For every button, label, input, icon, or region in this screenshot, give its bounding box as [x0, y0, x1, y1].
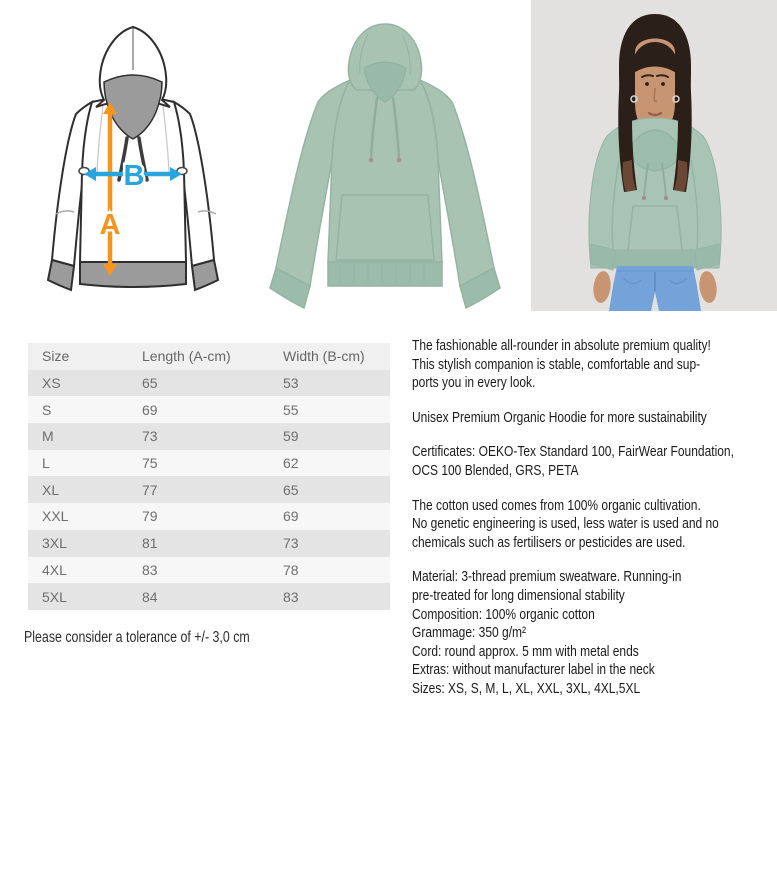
table-row	[28, 476, 390, 503]
cell-width: 59	[283, 428, 299, 445]
table-row	[28, 396, 390, 423]
description-line: Material: 3-thread premium sweatware. Running-in	[412, 568, 682, 586]
description-line: Grammage: 350 g/m²	[412, 624, 527, 642]
cell-length: 73	[142, 428, 158, 445]
length-label-a: A	[99, 209, 121, 241]
cell-width: 53	[283, 375, 299, 392]
product-description	[412, 337, 777, 715]
model-wearing-hoodie	[531, 0, 777, 311]
size-table	[28, 343, 390, 610]
table-row	[28, 530, 390, 557]
description-line: pre-treated for long dimensional stability	[412, 586, 625, 604]
cell-length: 84	[142, 588, 158, 605]
cell-width: 55	[283, 401, 299, 418]
description-line: No genetic engineering is used, less water is used and no	[412, 515, 719, 533]
table-row	[28, 583, 390, 610]
cell-length: 79	[142, 508, 158, 525]
description-line: The fashionable all-rounder in absolute premium quality!	[412, 337, 711, 354]
cell-size: 3XL	[42, 535, 67, 552]
table-row	[28, 370, 390, 397]
description-paragraph	[412, 568, 777, 698]
width-label-b: B	[123, 160, 145, 192]
tolerance-note: Please consider a tolerance of +/- 3,0 cm	[24, 629, 250, 646]
column-header-width: Width (B-cm)	[283, 348, 365, 365]
product-flat-image	[262, 10, 516, 312]
description-paragraph	[412, 497, 777, 553]
description-line: chemicals such as fertilisers or pesticides are used.	[412, 533, 686, 551]
description-line: The cotton used comes from 100% organic cultivation.	[412, 496, 701, 514]
sage-hoodie-flat	[262, 10, 516, 312]
cell-length: 65	[142, 375, 158, 392]
description-line: Unisex Premium Organic Hoodie for more sustainability	[412, 408, 707, 426]
cell-size: M	[42, 428, 54, 445]
description-line: OCS 100 Blended, GRS, PETA	[412, 461, 579, 479]
cell-width: 73	[283, 535, 299, 552]
description-line: Certificates: OEKO-Tex Standard 100, FairWear Foundation,	[412, 443, 734, 461]
description-line: ports you in every look.	[412, 374, 536, 392]
cell-size: S	[42, 401, 52, 418]
cell-size: XL	[42, 481, 60, 498]
model-photo-image	[531, 0, 777, 311]
description-paragraph	[412, 443, 777, 480]
cell-length: 83	[142, 561, 158, 578]
cell-width: 69	[283, 508, 299, 525]
description-line: Composition: 100% organic cotton	[412, 605, 595, 623]
cell-width: 65	[283, 481, 299, 498]
column-header-length: Length (A-cm)	[142, 348, 231, 365]
hoodie-measurement-diagram	[40, 22, 232, 296]
description-line: Cord: round approx. 5 mm with metal ends	[412, 642, 639, 660]
cell-width: 62	[283, 455, 299, 472]
description-line: Extras: without manufacturer label in the neck	[412, 661, 655, 679]
cell-size: L	[42, 455, 50, 472]
cell-length: 69	[142, 401, 158, 418]
description-line: This stylish companion is stable, comfortable and sup-	[412, 355, 701, 373]
cell-width: 83	[283, 588, 299, 605]
description-paragraph	[412, 337, 777, 393]
cell-size: XS	[42, 375, 61, 392]
cell-length: 75	[142, 455, 158, 472]
table-row	[28, 450, 390, 477]
size-table-header-row	[28, 343, 390, 370]
cell-size: XXL	[42, 508, 69, 525]
cell-size: 5XL	[42, 588, 67, 605]
cell-width: 78	[283, 561, 299, 578]
table-row	[28, 423, 390, 450]
table-row	[28, 503, 390, 530]
description-line: Sizes: XS, S, M, L, XL, XXL, 3XL, 4XL,5XL	[412, 679, 641, 697]
table-row	[28, 557, 390, 584]
cell-length: 81	[142, 535, 158, 552]
cell-length: 77	[142, 481, 158, 498]
column-header-size: Size	[42, 348, 70, 365]
description-paragraph	[412, 409, 777, 428]
size-diagram-image	[40, 22, 232, 296]
cell-size: 4XL	[42, 561, 67, 578]
